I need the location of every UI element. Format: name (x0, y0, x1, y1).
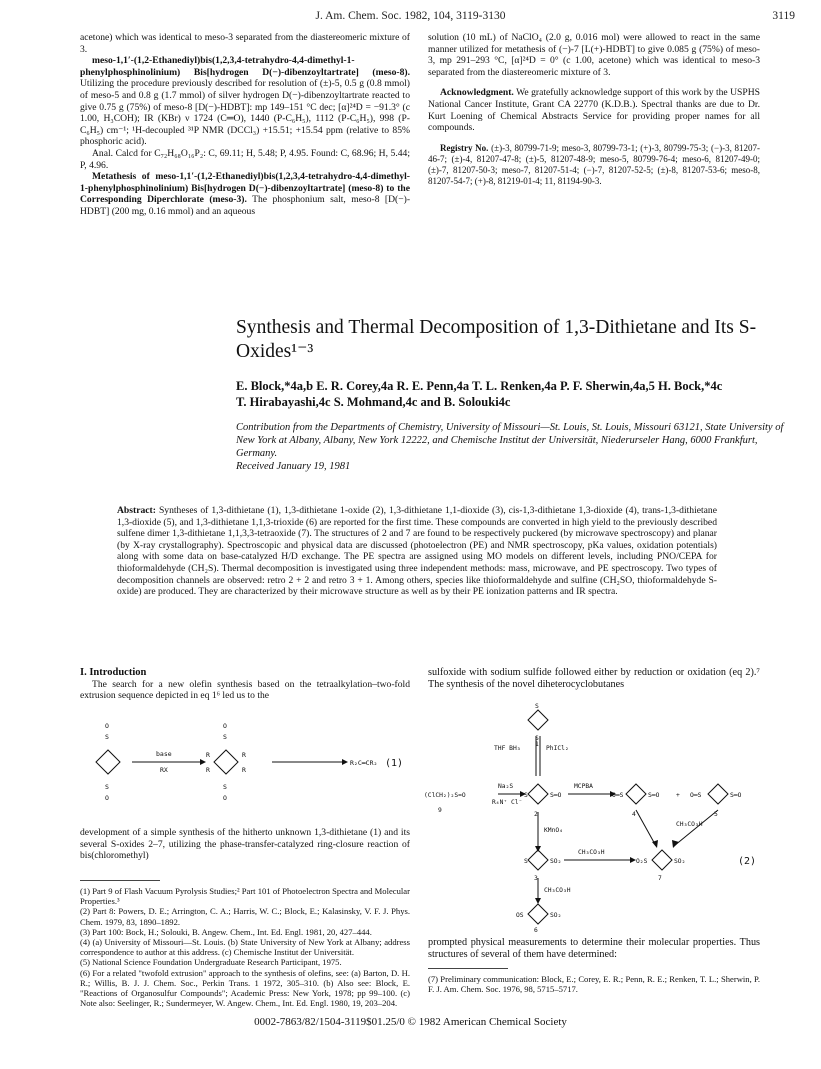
reagent-label: KMnO₄ (544, 827, 563, 834)
received-date: Received January 19, 1981 (236, 461, 351, 472)
article-title: Synthesis and Thermal Decomposition of 1,3-Dithietane and Its S-Oxides¹⁻³ (236, 317, 757, 362)
registry-numbers (428, 143, 760, 187)
atom-label: S═O (648, 792, 660, 799)
registry-label: Registry No. (440, 142, 489, 153)
compound-number: 3 (534, 875, 538, 882)
acknowledgment (428, 87, 760, 133)
footnote: (6) For a related "twofold extrusion" approach to the synthesis of olefins, see: (a) Barton, D. H. R.; Willis, B. J. J. Chem. Soc., Perkin Trans. 1 1972, 305–310. (b) Also see: Block, E. "Reactions of Organosulfur Compounds"; Academic Press: New York, 1978; pp 99–100. (c) Note also: Seelinger, R.; Sundermeyer, W. Angew. Chem., Int. Ed. Engl. 1980, 19, 203–204. (80, 967, 410, 1009)
introduction-right (428, 667, 760, 691)
atom-label: S (105, 783, 109, 791)
atom-label: R (206, 751, 210, 759)
compound-heading: meso-1,1′-(1,2-Ethanediyl)bis(1,2,3,4-tetrahydro-4,4-dimethyl-1-phenylphosphinolinium) Bis[hydrogen D(−)-dibenzoyltartrate] (meso-8). (80, 55, 410, 78)
journal-header: J. Am. Chem. Soc. 1982, 104, 3119-3130 (315, 10, 506, 22)
introduction-left (80, 667, 410, 702)
footnote: (5) National Science Foundation Undergraduate Research Participant, 1975. (80, 957, 342, 968)
equation-number: (2) (738, 856, 757, 867)
arrowhead (672, 840, 679, 848)
atom-label: SO₂ (550, 912, 562, 919)
acknowledgment-label: Acknowledgment. (440, 87, 514, 99)
compound-number: 4 (632, 811, 636, 818)
paragraph: sulfoxide with sodium sulfide followed either by reduction or oxidation (eq 2).⁷ The synthesis of the novel diheterocyclobutanes (428, 667, 760, 690)
dithietane-ring (652, 850, 672, 870)
paragraph (80, 171, 410, 217)
start-material: (ClCH₂)₂S=O (424, 792, 466, 799)
reagent-label: CH₃CO₃H (578, 849, 605, 856)
affiliation (236, 421, 796, 473)
registry-text: (±)-3, 80799-71-9; meso-3, 80799-73-1; (+)-3, 80799-75-3; (−)-3, 81207-46-7; (±)-4, 81207-47-8; (±)-5, 81207-48-9; meso-5, 80799-76-4; meso-6, 81207-49-0; (±)-7, 81207-50-3; meso-7, 81207-51-4; (−)-7, 81207-52-5; (±)-8, 81207-53-6; meso-8, 81207-54-7; (+)-8, 81219-01-4; 11, 81194-90-3. (428, 142, 761, 186)
arrowhead (200, 759, 206, 765)
reagent-label: THF BH₃ (494, 745, 521, 752)
compound-number: 5 (714, 811, 718, 818)
atom-label: S (524, 858, 528, 865)
plus-sign: + (676, 792, 680, 799)
paragraph-text: The phosphonium salt, meso-8 [D(−)-HDBT] (200 mg, 0.16 mmol) and an aqueous (80, 194, 411, 217)
atom-label: R (242, 766, 246, 774)
atom-label: SO₂ (674, 858, 686, 865)
atom-label: SO₂ (550, 858, 562, 865)
atom-label: O (223, 722, 227, 730)
atom-label: S (535, 735, 539, 742)
experimental-right-column (428, 32, 760, 187)
atom-label: O═S (612, 792, 624, 799)
compound-number: 9 (438, 807, 442, 814)
reagent-label: Na₂S (498, 783, 514, 790)
atom-label: S (223, 783, 227, 791)
paragraph: acetone) which was identical to meso-3 separated from the diastereomeric mixture of 3. (80, 32, 410, 55)
paragraph (80, 55, 410, 148)
footnote: (1) Part 9 of Flash Vacuum Pyrolysis Studies;² Part 101 of Photoelectron Spectra and Molecular Properties.³ (80, 886, 410, 907)
dithietane-ring (96, 750, 120, 774)
equation-1 (80, 712, 410, 812)
introduction-right-continued (428, 937, 760, 961)
footnote: (2) Part 8: Powers, D. E.; Arrington, C. A.; Harris, W. C.; Block, E.; Kalasinsky, V. F. J. Phys. Chem. 1979, 83, 1890–1892. (80, 906, 410, 927)
copyright-footer: 0002-7863/82/1504-3119$01.25/0 © 1982 American Chemical Society (254, 1016, 567, 1028)
paragraph-text: Utilizing the procedure previously described for resolution of (±)-5, 0.5 g (0.8 mmol) of meso-5 and 0.8 g (1.7 mmol) of silver hydrogen D(−)-dibenzoyltartrate reacted to give 0.75 g (75%) of meso-8 [D(−)-HDBT]: mp 149–151 °C dec; [α]²⁴D = −91.3° (c 1.00, H₃COH); IR (KBr) ν 1724 (C═O), 1440 (P-C₆H₅), 1112 (P-C₆H₅), 998 (P-C₆H₅) cm⁻¹; ¹H-decoupled ³¹P NMR (DCCl₃) +15.51; +15.54 ppm (relative to 85% phosphoric acid). (80, 78, 410, 148)
compound-heading: Metathesis of meso-1,1′-(1,2-Ethanediyl)bis(1,2,3,4-tetrahydro-4,4-dimethyl-1-phenylphosphinolinium) Bis[hydrogen D(−)-dibenzoyltartrate] (meso-8) to the Corresponding Diperchlorate (meso-3). (80, 171, 410, 206)
reagent-label: MCPBA (574, 783, 593, 790)
atom-label: R (242, 751, 246, 759)
reagent-label: CH₃CO₃H (676, 821, 703, 828)
arrowhead (535, 846, 541, 852)
footnote-rule (428, 968, 508, 969)
page-number: 3119 (772, 10, 795, 22)
dithietane-ring (528, 850, 548, 870)
atom-label: S═O (730, 792, 742, 799)
experimental-left-column (80, 32, 410, 218)
section-heading: I. Introduction (80, 667, 147, 678)
compound-number: 6 (534, 927, 538, 932)
abstract-label: Abstract: (117, 505, 156, 516)
product-label: R₂C═CR₂ (350, 759, 378, 767)
footnote-rule (80, 880, 160, 881)
paragraph: solution (10 mL) of NaClO₄ (2.0 g, 0.016 mol) were allowed to react in the same manner utilized for metathesis of (−)-7 [L(+)-HDBT] to give 0.085 g (75%) of meso-3, mp 291–293 °C, [α]²⁴D = 0° (c 1.00, acetone) which was identical to meso-3 separated from the diastereomeric mixture of 3. (428, 32, 760, 78)
atom-label: S (535, 703, 539, 710)
dithietane-ring (626, 784, 646, 804)
abstract-text: Syntheses of 1,3-dithietane (1), 1,3-dithietane 1-oxide (2), 1,3-dithietane 1,1-dioxide (3), cis-1,3-dithietane 1,3-dioxide (4), trans-1,3-dithietane 1,3-dioxide (5), and 1,3-dithietane 1,1,3-trioxide (6) are reported for the first time. These compounds are converted in high yield to the previously described sulfene dimer 1,3-dithietane 1,1,3,3-tetraoxide (7). The structures of 2 and 7 are found to be respectively puckered (by microwave spectroscopy) and planar (by X-ray crystallography). Spectroscopic and physical data are discussed (photoelectron (PE) and NMR spectroscopy, pKa values, oxidation potentials) along with some data on base-catalyzed H/D exchange. The PE spectra are assigned using MO models on different levels, including PNO/CEPA for thioformaldehyde (CH₂S). Thermal decomposition is investigated using three independent methods: mass, microwave, and PE spectroscopy. Two types of decomposition channels are observed: retro 2 + 2 and retro 3 + 1. Among others, species like thioformaldehyde and sulfine (CH₂SO, thioformaldehyde S-oxide) are produced. They are characterized by their microwave structure as well as by their PE ionization patterns and IR spectra. (117, 505, 717, 598)
abstract (117, 505, 717, 598)
dithietane-ring (528, 904, 548, 924)
reagent-label: base (156, 750, 172, 758)
reagent-label: PhICl₂ (546, 745, 569, 752)
compound-number: 2 (534, 811, 538, 818)
dithietane-ring (214, 750, 238, 774)
equation-number: (1) (385, 758, 404, 769)
reagent-label: R₄N⁺ Cl⁻ (492, 799, 523, 806)
equation-2-scheme (424, 700, 764, 932)
paragraph: development of a simple synthesis of the hitherto unknown 1,3-dithietane (1) and its several S-oxides 2–7, utilizing the phase-transfer-catalyzed ring-closure reaction of bis(chloromethyl) (80, 827, 410, 862)
arrowhead (342, 759, 348, 765)
footnotes-right (428, 974, 760, 994)
footnote: (3) Part 100: Bock, H.; Solouki, B. Angew. Chem., Int. Ed. Engl. 1981, 20, 427–444. (80, 926, 372, 937)
compound-number: 1 (535, 741, 539, 748)
footnotes-left (80, 886, 410, 1008)
atom-label: S (524, 792, 528, 799)
atom-label: O═S (690, 792, 702, 799)
reagent-label: RX (160, 766, 168, 774)
atom-label: S═O (550, 792, 562, 799)
atom-label: O (105, 794, 109, 802)
atom-label: S (105, 733, 109, 741)
contribution-text: Contribution from the Departments of Chemistry, University of Missouri—St. Louis, St. Louis, Missouri 63121, State University of New York at Albany, Albany, New York 12222, and Chemische Institut der Universität, Niederurseler Hang, 6000 Frankfurt, Germany. (236, 422, 784, 459)
atom-label: O (105, 722, 109, 730)
introduction-left-continued (80, 827, 410, 862)
footnote: (4) (a) University of Missouri—St. Louis. (b) State University of New York at Albany; address correspondence to author at this address. (c) Chemische Institut der Universität. (80, 937, 410, 958)
atom-label: OS (516, 912, 524, 919)
authors-line: T. Hirabayashi,4c S. Mohmand,4c and B. Solouki4c (236, 395, 511, 409)
paragraph: The search for a new olefin synthesis based on the tetraalkylation–two-fold extrusion sequence depicted in eq 1⁶ led us to the (80, 678, 410, 702)
compound-number: 7 (658, 875, 662, 882)
arrowhead (535, 898, 541, 904)
dithietane-ring (708, 784, 728, 804)
paragraph: Anal. Calcd for C₇₂H₆₈O₁₆P₂: C, 69.11; H, 5.48; P, 4.95. Found: C, 68.96; H, 5.44; P, 4.96. (80, 147, 410, 171)
paragraph: prompted physical measurements to determine their molecular properties. Thus structures of several of them have determined: (428, 937, 760, 960)
atom-label: O (223, 794, 227, 802)
dithietane-ring (528, 710, 548, 730)
dithietane-ring (528, 784, 548, 804)
reagent-label: CH₃CO₃H (544, 887, 571, 894)
acknowledgment-text: We gratefully acknowledge support of this work by the USPHS National Cancer Institute, Grant CA 22770 (K.D.B.). Spectral thanks are due to Dr. Kurt Loening of Chemical Abstracts Service for providing proper names for all compounds. (428, 87, 760, 134)
authors-line: E. Block,*4a,b E. R. Corey,4a R. E. Penn,4a T. L. Renken,4a P. F. Sherwin,4a,5 H. Bock,*4c (236, 379, 723, 393)
atom-label: O₂S (636, 858, 648, 865)
footnote: (7) Preliminary communication: Block, E.; Corey, E. R.; Penn, R. E.; Renken, T. L.; Sherwin, P. F. J. Am. Chem. Soc. 1976, 98, 5715–5717. (428, 974, 760, 995)
atom-label: S (223, 733, 227, 741)
author-list (236, 378, 796, 410)
atom-label: R (206, 766, 210, 774)
